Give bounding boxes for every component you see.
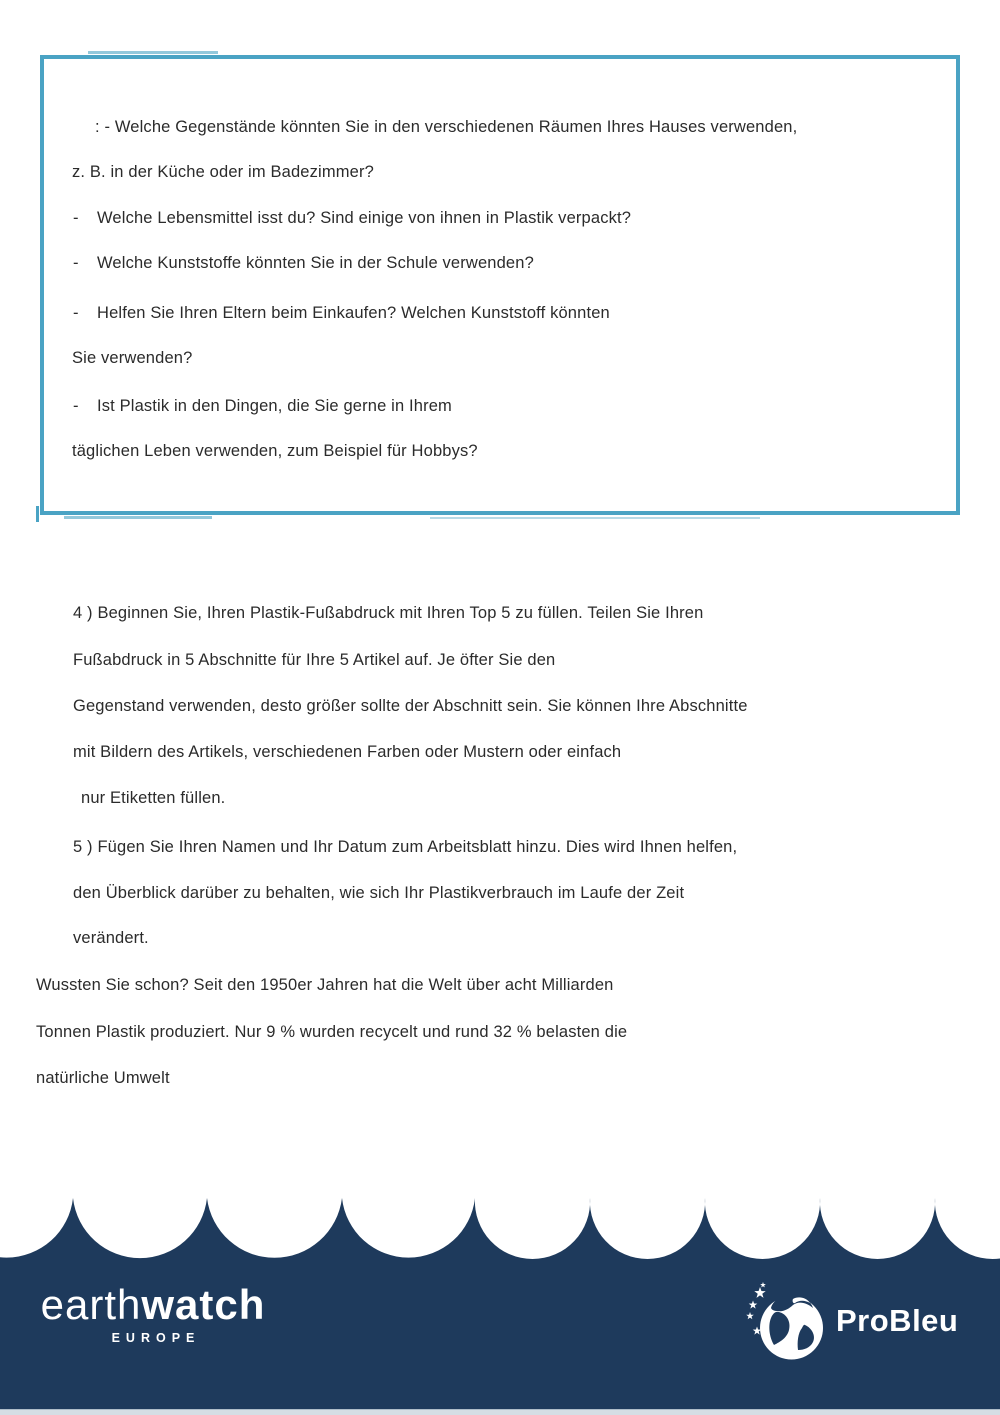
line-text: Ist Plastik in den Dingen, die Sie gerne in Ihrem xyxy=(97,397,452,415)
line-text: Gegenstand verwenden, desto größer sollte der Abschnitt sein. Sie können Ihre Abschnitte xyxy=(73,697,748,715)
line-text: mit Bildern des Artikels, verschiedenen Farben oder Mustern oder einfach xyxy=(73,743,622,761)
text-line xyxy=(73,603,703,623)
star-icon xyxy=(746,1312,754,1319)
earthwatch-europe-label: EUROPE xyxy=(111,1331,201,1345)
line-text: Tonnen Plastik produziert. Nur 9 % wurden recycelt und rund 32 % belasten die xyxy=(36,1023,628,1041)
line-text: natürliche Umwelt xyxy=(36,1069,170,1087)
text-line xyxy=(73,883,684,903)
line-text: Fußabdruck in 5 Abschnitte für Ihre 5 Artikel auf. Je öfter Sie den xyxy=(73,651,556,669)
line-text: Welche Kunststoffe könnten Sie in der Schule verwenden? xyxy=(97,254,534,272)
star-icon xyxy=(753,1327,762,1335)
text-line xyxy=(36,1068,170,1088)
line-text: Sie verwenden? xyxy=(72,349,193,367)
line-text: nur Etiketten füllen. xyxy=(81,789,226,807)
page-bottom-strip xyxy=(0,1409,1000,1415)
text-line xyxy=(73,837,737,857)
text-line xyxy=(73,742,621,762)
earthwatch-wordmark xyxy=(26,1281,280,1328)
line-text: z. B. in der Küche oder im Badezimmer? xyxy=(72,163,374,181)
text-line xyxy=(73,696,748,716)
probleu-wordmark: ProBleu xyxy=(836,1303,959,1338)
line-text: den Überblick darüber zu behalten, wie sich Ihr Plastikverbrauch im Laufe der Zeit xyxy=(73,884,685,902)
bullet-dash: - xyxy=(73,209,79,227)
star-icon xyxy=(754,1287,765,1298)
text-line xyxy=(36,975,613,995)
earthwatch-wordmark-light: earth xyxy=(40,1281,142,1328)
text-line xyxy=(36,1022,627,1042)
probleu-water-swirl-icon xyxy=(740,1276,832,1366)
earthwatch-logo xyxy=(26,1281,280,1345)
earthwatch-wordmark-bold: watch xyxy=(141,1281,266,1328)
text-line xyxy=(81,788,225,808)
bullet-dash: - xyxy=(73,304,79,322)
text-line xyxy=(73,650,555,670)
star-icon xyxy=(749,1301,758,1309)
line-text: Welche Lebensmittel isst du? Sind einige von ihnen in Plastik verpackt? xyxy=(97,209,632,227)
bullet-dash: - xyxy=(73,397,79,415)
line-text: 5 ) Fügen Sie Ihren Namen und Ihr Datum zum Arbeitsblatt hinzu. Dies wird Ihnen helfen, xyxy=(73,838,738,856)
line-text: täglichen Leben verwenden, zum Beispiel für Hobbys? xyxy=(72,442,478,460)
line-text: : - Welche Gegenstände könnten Sie in den verschiedenen Räumen Ihres Hauses verwenden, xyxy=(95,118,798,136)
text-line xyxy=(73,928,149,948)
bullet-dash: - xyxy=(73,254,79,272)
line-text: Helfen Sie Ihren Eltern beim Einkaufen? Welchen Kunststoff könnten xyxy=(97,304,610,322)
line-text: Wussten Sie schon? Seit den 1950er Jahren hat die Welt über acht Milliarden xyxy=(36,976,614,994)
line-text: 4 ) Beginnen Sie, Ihren Plastik-Fußabdruck mit Ihren Top 5 zu füllen. Teilen Sie Ihren xyxy=(73,604,704,622)
star-icon xyxy=(760,1282,766,1287)
line-text: verändert. xyxy=(73,929,149,947)
